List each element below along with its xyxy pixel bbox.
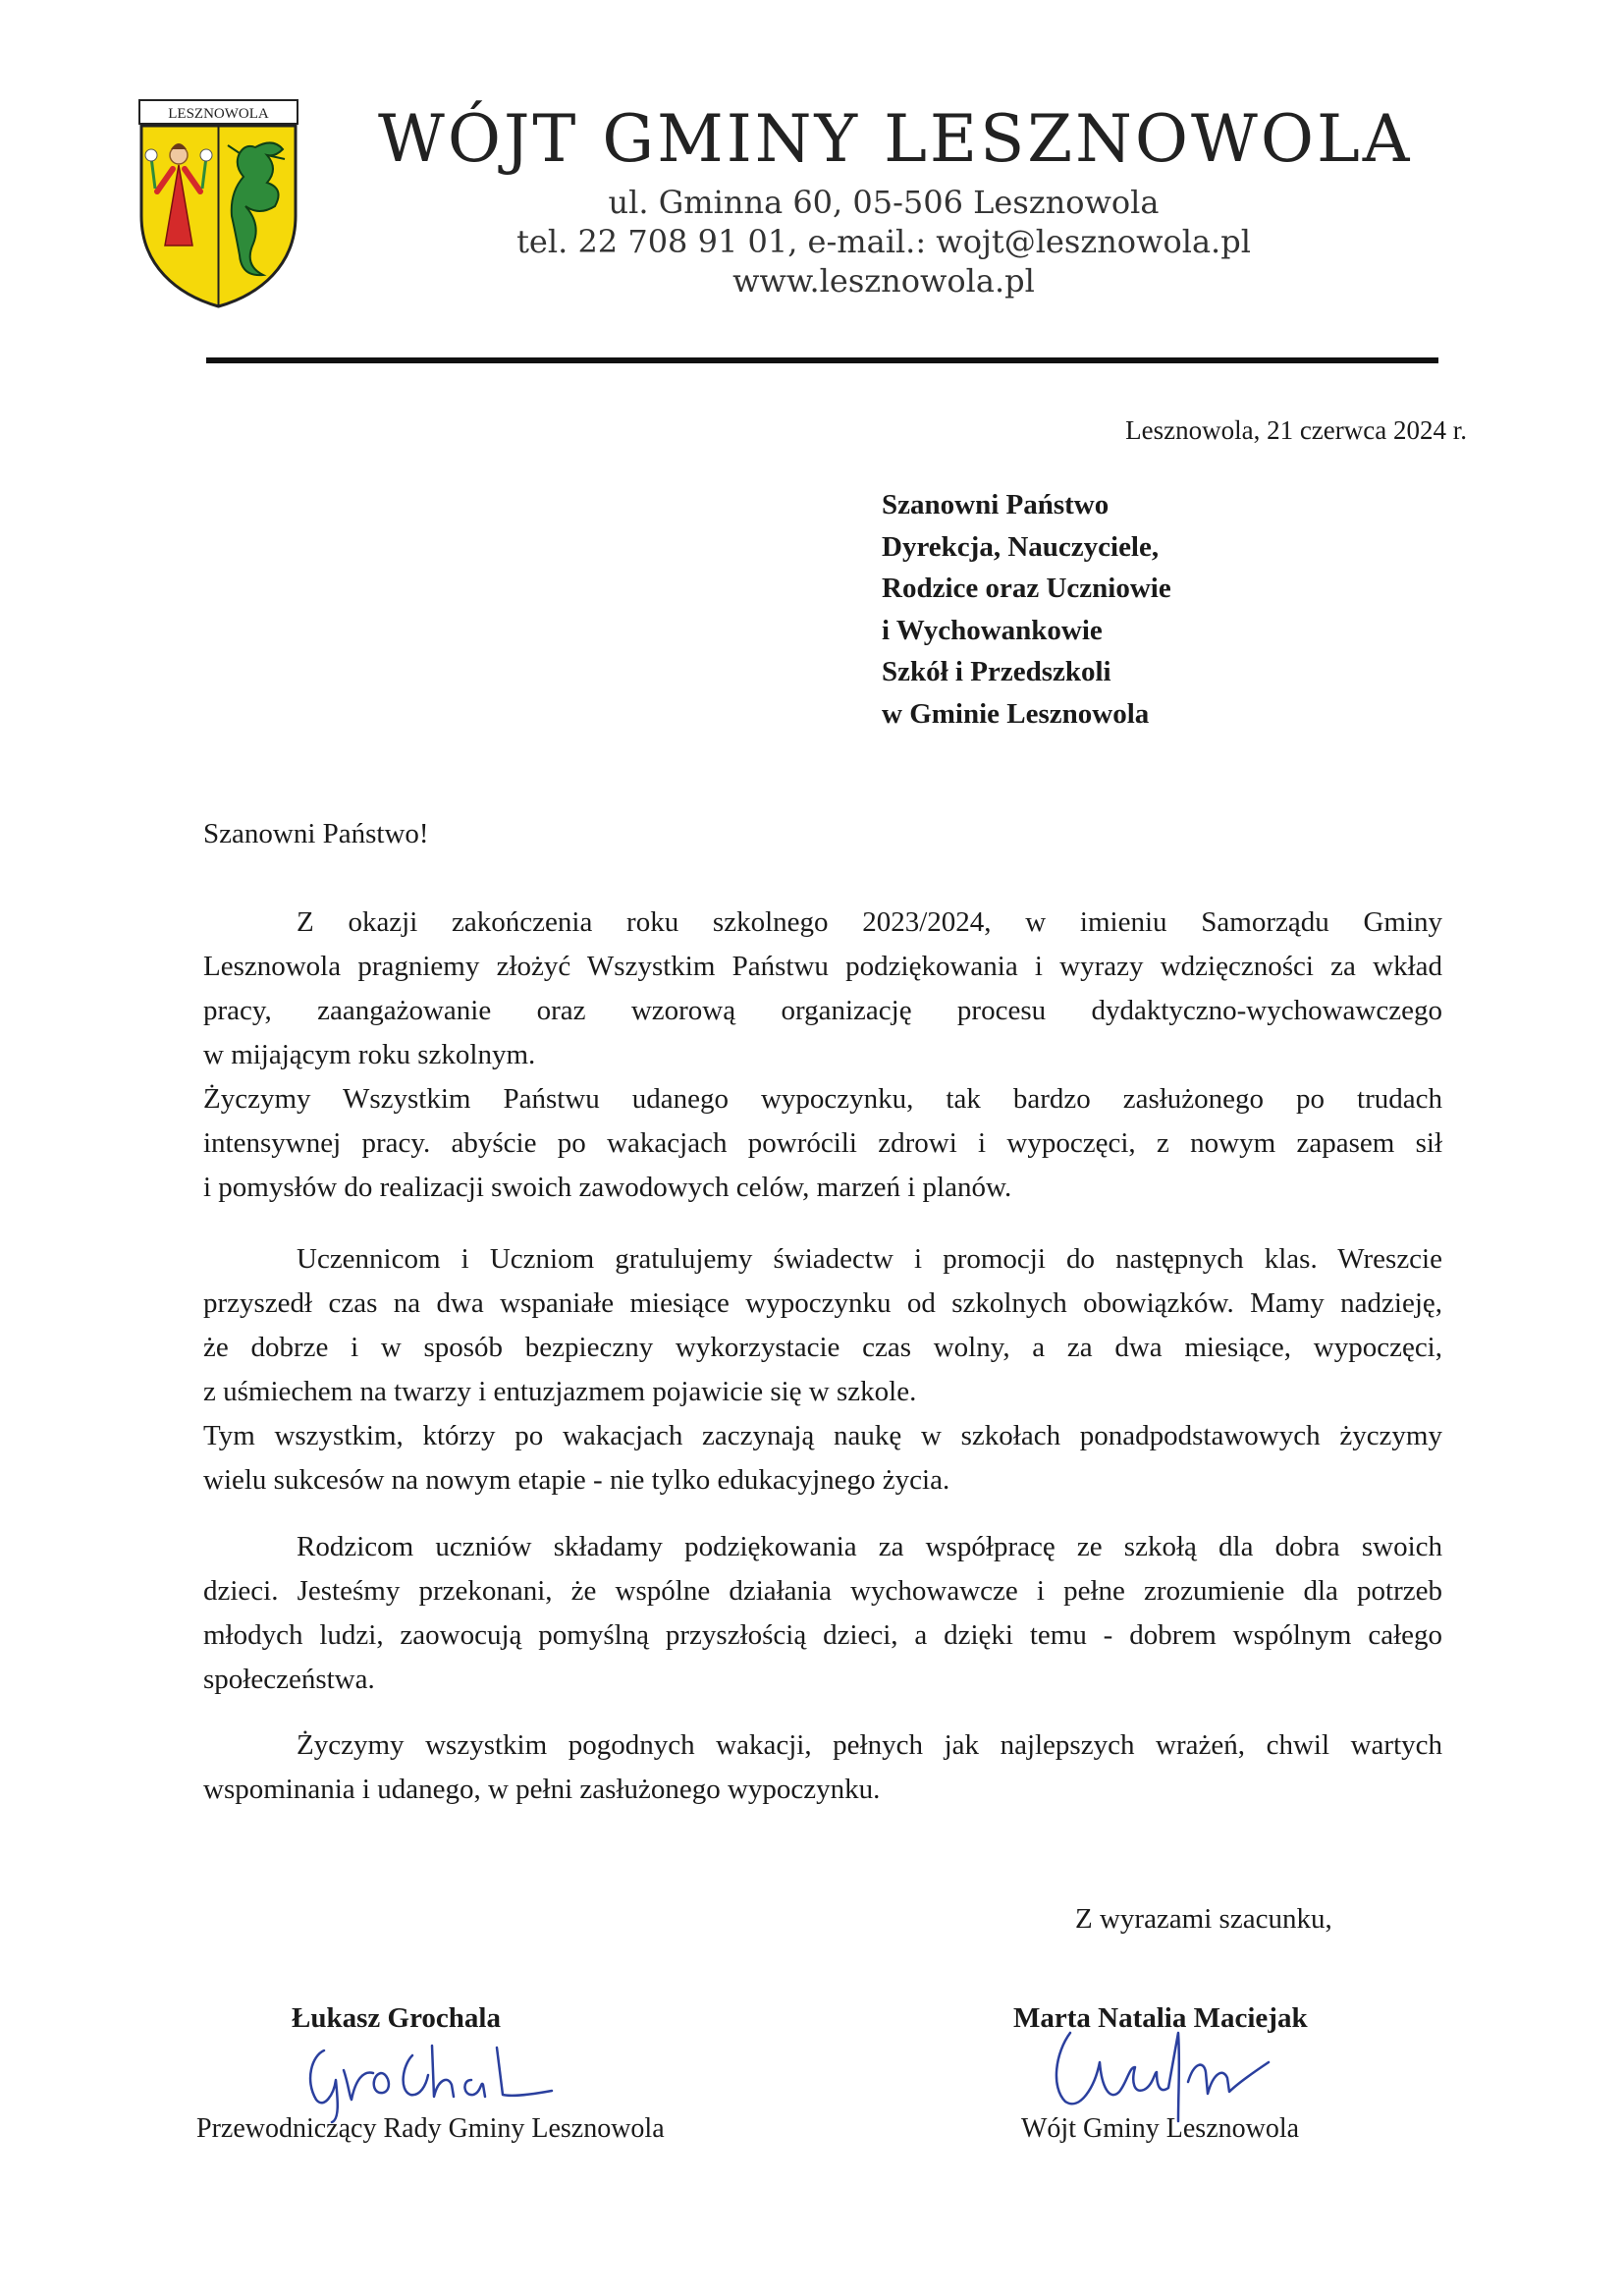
paragraph-line: pracy, zaangażowanie oraz wzorową organizację procesu dydaktyczno-wychowawczego [203,995,1442,1026]
addressee-line: Rodzice oraz Uczniowie [882,573,1171,604]
paragraph-line: dzieci. Jesteśmy przekonani, że wspólne działania wychowawcze i pełne zrozumienie dla potrzeb [203,1575,1442,1607]
addressee-block [882,484,1171,735]
paragraph-line: wspominania i udanego, w pełni zasłużonego wypoczynku. [203,1774,881,1805]
coat-of-arms-icon [137,98,299,309]
header-divider [206,357,1438,363]
paragraph-line: młodych ludzi, zaowocują pomyślną przyszłością dzieci, a dzięki temu - dobrem wspólnym całego [203,1619,1442,1651]
body-paragraph [203,1525,1442,1702]
header-website: www.lesznowola.pl [732,262,1035,300]
header-address: ul. Gminna 60, 05-506 Lesznowola [608,184,1160,221]
letter-date: Lesznowola, 21 czerwca 2024 r. [1125,415,1467,445]
addressee-line: Szkół i Przedszkoli [882,656,1111,687]
paragraph-line: Tym wszystkim, którzy po wakacjach zaczynają naukę w szkołach ponadpodstawowych życzymy [203,1420,1442,1451]
paragraph-line: intensywnej pracy. abyście po wakacjach powrócili zdrowi i wypoczęci, z nowym zapasem sił [203,1127,1442,1159]
paragraph-line: z uśmiechem na twarzy i entuzjazmem pojawicie się w szkole. [203,1376,917,1407]
paragraph-line: Życzymy Wszystkim Państwu udanego wypoczynku, tak bardzo zasłużonego po trudach [203,1083,1442,1115]
paragraph-line: przyszedł czas na dwa wspaniałe miesiące wypoczynku od szkolnych obowiązków. Mamy nadzieję, [203,1287,1442,1319]
paragraph-line: Z okazji zakończenia roku szkolnego 2023/2024, w imieniu Samorządu Gminy [297,906,1442,938]
body-paragraph [203,1237,1442,1503]
paragraph-line: Życzymy wszystkim pogodnych wakacji, pełnych jak najlepszych wrażeń, chwil wartych [297,1729,1442,1761]
header-contact: tel. 22 708 91 01, e-mail.: wojt@lesznowola.pl [516,223,1251,260]
body-paragraph [203,1723,1442,1812]
left-signatory-role: Przewodniczący Rady Gminy Lesznowola [196,2113,665,2144]
right-signatory-name: Marta Natalia Maciejak [1013,2002,1308,2034]
paragraph-line: w mijającym roku szkolnym. [203,1039,536,1070]
left-signatory-name: Łukasz Grochala [292,2002,501,2034]
body-paragraph [203,901,1442,1210]
closing-phrase: Z wyrazami szacunku, [1075,1903,1332,1935]
crest-label: LESZNOWOLA [168,106,269,122]
addressee-line: Szanowni Państwo [882,489,1110,520]
right-signatory-role: Wójt Gminy Lesznowola [1021,2113,1300,2144]
paragraph-line: i pomysłów do realizacji swoich zawodowych celów, marzeń i planów. [203,1172,1012,1203]
paragraph-line: wielu sukcesów na nowym etapie - nie tylko edukacyjnego życia. [203,1464,950,1496]
paragraph-line: społeczeństwa. [203,1664,375,1695]
paragraph-line: że dobrze i w sposób bezpieczny wykorzystacie czas wolny, a za dwa miesiące, wypoczęci, [203,1332,1442,1363]
addressee-line: w Gminie Lesznowola [882,697,1150,730]
salutation: Szanowni Państwo! [203,818,429,849]
header-title: WÓJT GMINY LESZNOWOLA [378,101,1413,177]
paragraph-line: Lesznowola pragniemy złożyć Wszystkim Państwu podziękowania i wyrazy wdzięczności za wkład [203,951,1442,982]
left-signature-icon [295,2026,569,2124]
addressee-line: i Wychowankowie [882,614,1103,646]
paragraph-line: Uczennicom i Uczniom gratulujemy świadectw i promocji do następnych klas. Wreszcie [297,1243,1442,1275]
addressee-line: Dyrekcja, Nauczyciele, [882,530,1160,563]
paragraph-line: Rodzicom uczniów składamy podziękowania za współpracę ze szkołą dla dobra swoich [297,1531,1442,1562]
